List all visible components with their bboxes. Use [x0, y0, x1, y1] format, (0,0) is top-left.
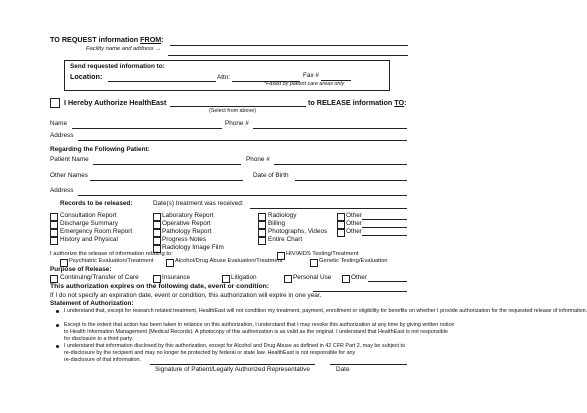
- bullet-2: [56, 324, 59, 327]
- patient-name-line[interactable]: [93, 164, 241, 165]
- authorize-line[interactable]: [170, 106, 306, 107]
- dob-line[interactable]: [295, 180, 407, 181]
- fax-note: *Faxed by patient care areas only: [264, 81, 345, 87]
- authorize-checkbox[interactable]: [50, 98, 60, 108]
- checkbox-photographs[interactable]: [258, 229, 266, 237]
- patient-name-label: Patient Name: [50, 156, 89, 163]
- purpose-insurance: Insurance: [162, 274, 191, 281]
- location-line[interactable]: [108, 81, 216, 82]
- expiry-line[interactable]: [313, 291, 407, 292]
- expiry-line2: If I do not specify an expiration date, event or condition, this authorization will expire in one year.: [50, 292, 322, 299]
- checkbox-other-2[interactable]: [337, 221, 345, 229]
- bullet-3: [56, 345, 59, 348]
- record-operative: Operative Report: [162, 220, 211, 227]
- recipient-phone-line[interactable]: [253, 128, 407, 129]
- checkbox-pathology[interactable]: [153, 229, 161, 237]
- statement-bullet-2b: to Health Information Management (Medical Records). A photocopy of this authorization is as valid as the original. I understand that HealthEast is not responsible: [64, 329, 448, 335]
- checkbox-other-1[interactable]: [337, 213, 345, 221]
- facility-label: Facility name and address →: [86, 46, 162, 52]
- record-billing: Billing: [268, 220, 286, 227]
- statement-bullet-2a: Except to the extent that action has been taken in reliance on this authorization, I understand that I may revoke this authorization at any time by giving written notice: [64, 322, 455, 328]
- authorize-text: I Hereby Authorize HealthEast: [64, 98, 167, 107]
- signature-label: Signature of Patient/Legally Authorized Representative: [155, 366, 310, 373]
- record-history: History and Physical: [60, 236, 118, 243]
- recipient-address-line[interactable]: [78, 140, 407, 141]
- facility-line[interactable]: [168, 55, 408, 56]
- checkbox-purpose-continuing[interactable]: [50, 275, 58, 283]
- record-discharge: Discharge Summary: [60, 220, 118, 227]
- statement-bullet-2c: for disclosure to a third party.: [64, 336, 134, 342]
- other-3-line[interactable]: [362, 235, 407, 236]
- purpose-other: Other: [351, 274, 367, 281]
- record-consultation: Consultation Report: [60, 212, 117, 219]
- patient-heading: Regarding the Following Patient:: [50, 146, 150, 153]
- checkbox-entire-chart[interactable]: [258, 237, 266, 245]
- sensitive-alcohol: Alcohol/Drug Abuse Evaluation/Treatment: [175, 258, 283, 264]
- checkbox-purpose-insurance[interactable]: [153, 275, 161, 283]
- bullet-1: [56, 310, 59, 313]
- purpose-litigation: Litigation: [231, 274, 257, 281]
- checkbox-purpose-personal[interactable]: [284, 275, 292, 283]
- record-other-2: Other: [346, 220, 362, 227]
- checkbox-progress[interactable]: [153, 237, 161, 245]
- checkbox-radiology[interactable]: [258, 213, 266, 221]
- other-names-line[interactable]: [90, 180, 243, 181]
- statement-bullet-3b: re-disclosure by the recipient and may no longer be protected by federal or state law. HealthEast is not responsible for any: [64, 350, 356, 356]
- sensitive-hiv: HIV/AIDS Testing/Treatment: [286, 251, 359, 257]
- sensitive-intro: I authorize the release of information relating to:: [50, 251, 173, 257]
- date-line[interactable]: [330, 364, 407, 365]
- statement-heading: Statement of Authorization:: [50, 300, 134, 307]
- location-label: Location:: [70, 72, 103, 81]
- record-radiology-film: Radiology Image Film: [162, 244, 224, 251]
- date-label: Date: [336, 366, 350, 373]
- checkbox-operative[interactable]: [153, 221, 161, 229]
- record-pathology: Pathology Report: [162, 228, 212, 235]
- statement-bullet-3c: re-disclosure of that information.: [64, 357, 142, 363]
- checkbox-alcohol[interactable]: [166, 259, 174, 267]
- record-entire-chart: Entire Chart: [268, 236, 303, 243]
- recipient-name-line[interactable]: [72, 128, 222, 129]
- request-heading: TO REQUEST information FROM:: [50, 35, 164, 44]
- record-other-1: Other: [346, 212, 362, 219]
- checkbox-history[interactable]: [50, 237, 58, 245]
- checkbox-purpose-litigation[interactable]: [222, 275, 230, 283]
- record-emergency: Emergency Room Report: [60, 228, 133, 235]
- checkbox-genetic[interactable]: [310, 259, 318, 267]
- statement-bullet-3a: I understand that information disclosed by this authorization, except for Alcohol and Drug Abuse as defined in 42 CFR Part 2, may be subject to: [64, 343, 406, 349]
- purpose-continuing: Continuing/Transfer of Care: [60, 274, 139, 281]
- checkbox-laboratory[interactable]: [153, 213, 161, 221]
- recipient-address-label: Address: [50, 132, 74, 139]
- dates-line[interactable]: [250, 208, 407, 209]
- release-to-heading: to RELEASE information TO:: [308, 98, 407, 107]
- record-progress: Progress Notes: [162, 236, 207, 243]
- record-photographs: Photographs, Videos: [268, 228, 328, 235]
- checkbox-billing[interactable]: [258, 221, 266, 229]
- other-1-line[interactable]: [362, 219, 407, 220]
- patient-address-line[interactable]: [78, 195, 407, 196]
- checkbox-emergency[interactable]: [50, 229, 58, 237]
- signature-line[interactable]: [150, 364, 315, 365]
- expiry-line1: This authorization expires on the following date, event or condition:: [50, 283, 270, 290]
- other-2-line[interactable]: [362, 227, 407, 228]
- sensitive-genetic: Genetic Testing/Evaluation: [319, 258, 388, 264]
- checkbox-purpose-other[interactable]: [342, 275, 350, 283]
- sensitive-psych: Psychiatric Evaluation/Treatment: [69, 258, 154, 264]
- records-heading: Records to be released:: [60, 200, 133, 207]
- recipient-name-label: Name: [50, 120, 68, 127]
- fax-label: Fax #: [303, 72, 319, 79]
- record-other-3: Other: [346, 228, 362, 235]
- dates-label: Date(s) treatment was received:: [153, 200, 244, 207]
- statement-bullet-1: I understand that, except for research related treatment, HealthEast will not condition my treatment, payment, enrollment or eligibility for benefits on whether I provide authorization for the requested release of information.: [64, 308, 587, 314]
- patient-phone-label: Phone #: [246, 156, 270, 163]
- checkbox-discharge[interactable]: [50, 221, 58, 229]
- select-note: (Select from above): [209, 108, 257, 114]
- purpose-other-line[interactable]: [368, 281, 407, 282]
- purpose-personal: Personal Use: [293, 274, 332, 281]
- attn-label: Attn:: [217, 74, 231, 81]
- recipient-phone-label: Phone #: [225, 120, 249, 127]
- send-label: Send requested information to:: [70, 63, 165, 70]
- request-from-line[interactable]: [170, 45, 408, 46]
- purpose-heading: Purpose of Release:: [50, 266, 112, 273]
- record-radiology: Radiology: [268, 212, 297, 219]
- patient-address-label: Address: [50, 187, 74, 194]
- patient-phone-line[interactable]: [274, 164, 407, 165]
- checkbox-other-3[interactable]: [337, 229, 345, 237]
- record-laboratory: Laboratory Report: [162, 212, 214, 219]
- checkbox-consultation[interactable]: [50, 213, 58, 221]
- dob-label: Date of Birth: [253, 172, 289, 179]
- other-names-label: Other Names: [50, 172, 89, 179]
